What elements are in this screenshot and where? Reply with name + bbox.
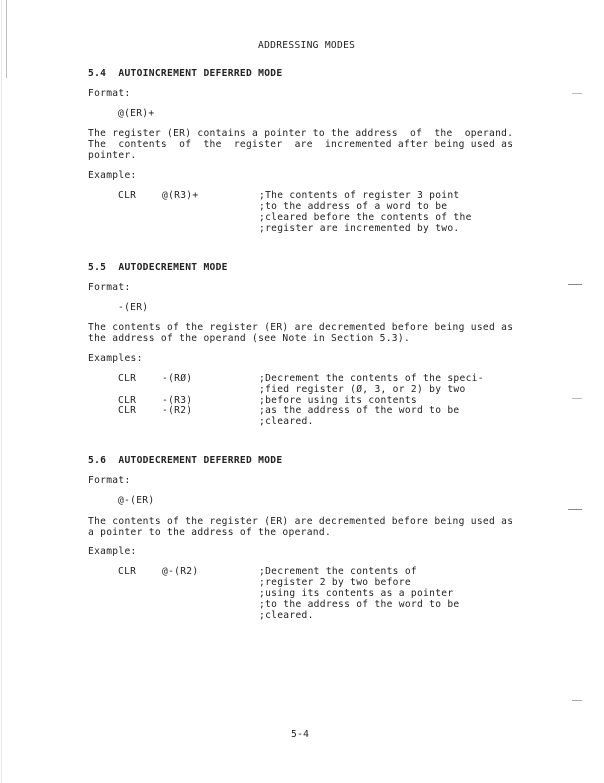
example-opcode: CLR: [118, 395, 137, 406]
section-5-6-format-label: Format:: [88, 475, 131, 486]
example-comment: ;before using its contents: [259, 395, 417, 406]
page-edge-left: [1, 0, 2, 783]
example-operand: @-(R2): [162, 566, 199, 577]
section-5-6-para-line: The contents of the register (ER) are decremented before being used as: [88, 516, 514, 527]
section-5-4-example-label: Example:: [88, 170, 137, 181]
example-comment: ;register are incremented by two.: [259, 223, 460, 234]
page-edge-mark: [6, 0, 7, 78]
example-comment: ;The contents of register 3 point: [259, 190, 460, 201]
example-comment: ;to the address of the word to be: [259, 599, 460, 610]
section-5-4-heading: 5.4 AUTOINCREMENT DEFERRED MODE: [88, 68, 283, 79]
section-5-6-para-line: a pointer to the address of the operand.: [88, 527, 332, 538]
example-operand: -(RØ): [162, 373, 193, 384]
example-opcode: CLR: [118, 566, 137, 577]
section-5-5-para-line: The contents of the register (ER) are decremented before being used as: [88, 322, 514, 333]
example-comment: ;using its contents as a pointer: [259, 588, 454, 599]
margin-mark: [572, 700, 582, 701]
example-comment: ;cleared.: [259, 610, 314, 621]
example-comment: ;fied register (Ø, 3, or 2) by two: [259, 384, 466, 395]
section-5-6-example-label: Example:: [88, 546, 137, 557]
margin-mark: [568, 509, 582, 510]
page-number: 5-4: [291, 729, 310, 740]
example-comment: ;register 2 by two before: [259, 577, 411, 588]
section-5-4-format-label: Format:: [88, 88, 131, 99]
section-5-5-para-line: the address of the operand (see Note in Section 5.3).: [88, 333, 411, 344]
example-opcode: CLR: [118, 373, 137, 384]
example-operand: -(R3): [162, 395, 193, 406]
example-comment: ;Decrement the contents of: [259, 566, 417, 577]
section-5-4-para-line: The register (ER) contains a pointer to the address of the operand.: [88, 128, 514, 139]
example-operand: -(R2): [162, 405, 193, 416]
page-header-title: ADDRESSING MODES: [258, 40, 356, 51]
margin-mark: [572, 93, 582, 94]
section-5-5-format-label: Format:: [88, 282, 131, 293]
section-5-6-format: @-(ER): [118, 495, 155, 506]
example-operand: @(R3)+: [162, 190, 199, 201]
section-5-4-para-line: The contents of the register are incremented after being used as: [88, 139, 514, 150]
section-5-5-format: -(ER): [118, 302, 149, 313]
section-5-6-heading: 5.6 AUTODECREMENT DEFERRED MODE: [88, 455, 283, 466]
section-5-5-heading: 5.5 AUTODECREMENT MODE: [88, 262, 228, 273]
margin-mark: [572, 398, 582, 399]
margin-mark: [568, 284, 582, 285]
example-opcode: CLR: [118, 190, 137, 201]
example-comment: ;as the address of the word to be: [259, 405, 460, 416]
example-comment: ;cleared before the contents of the: [259, 212, 472, 223]
section-5-4-para-line: pointer.: [88, 150, 137, 161]
example-comment: ;cleared.: [259, 416, 314, 427]
example-comment: ;to the address of a word to be: [259, 201, 448, 212]
example-opcode: CLR: [118, 405, 137, 416]
example-comment: ;Decrement the contents of the speci-: [259, 373, 484, 384]
section-5-4-format: @(ER)+: [118, 108, 155, 119]
section-5-5-example-label: Examples:: [88, 353, 143, 364]
